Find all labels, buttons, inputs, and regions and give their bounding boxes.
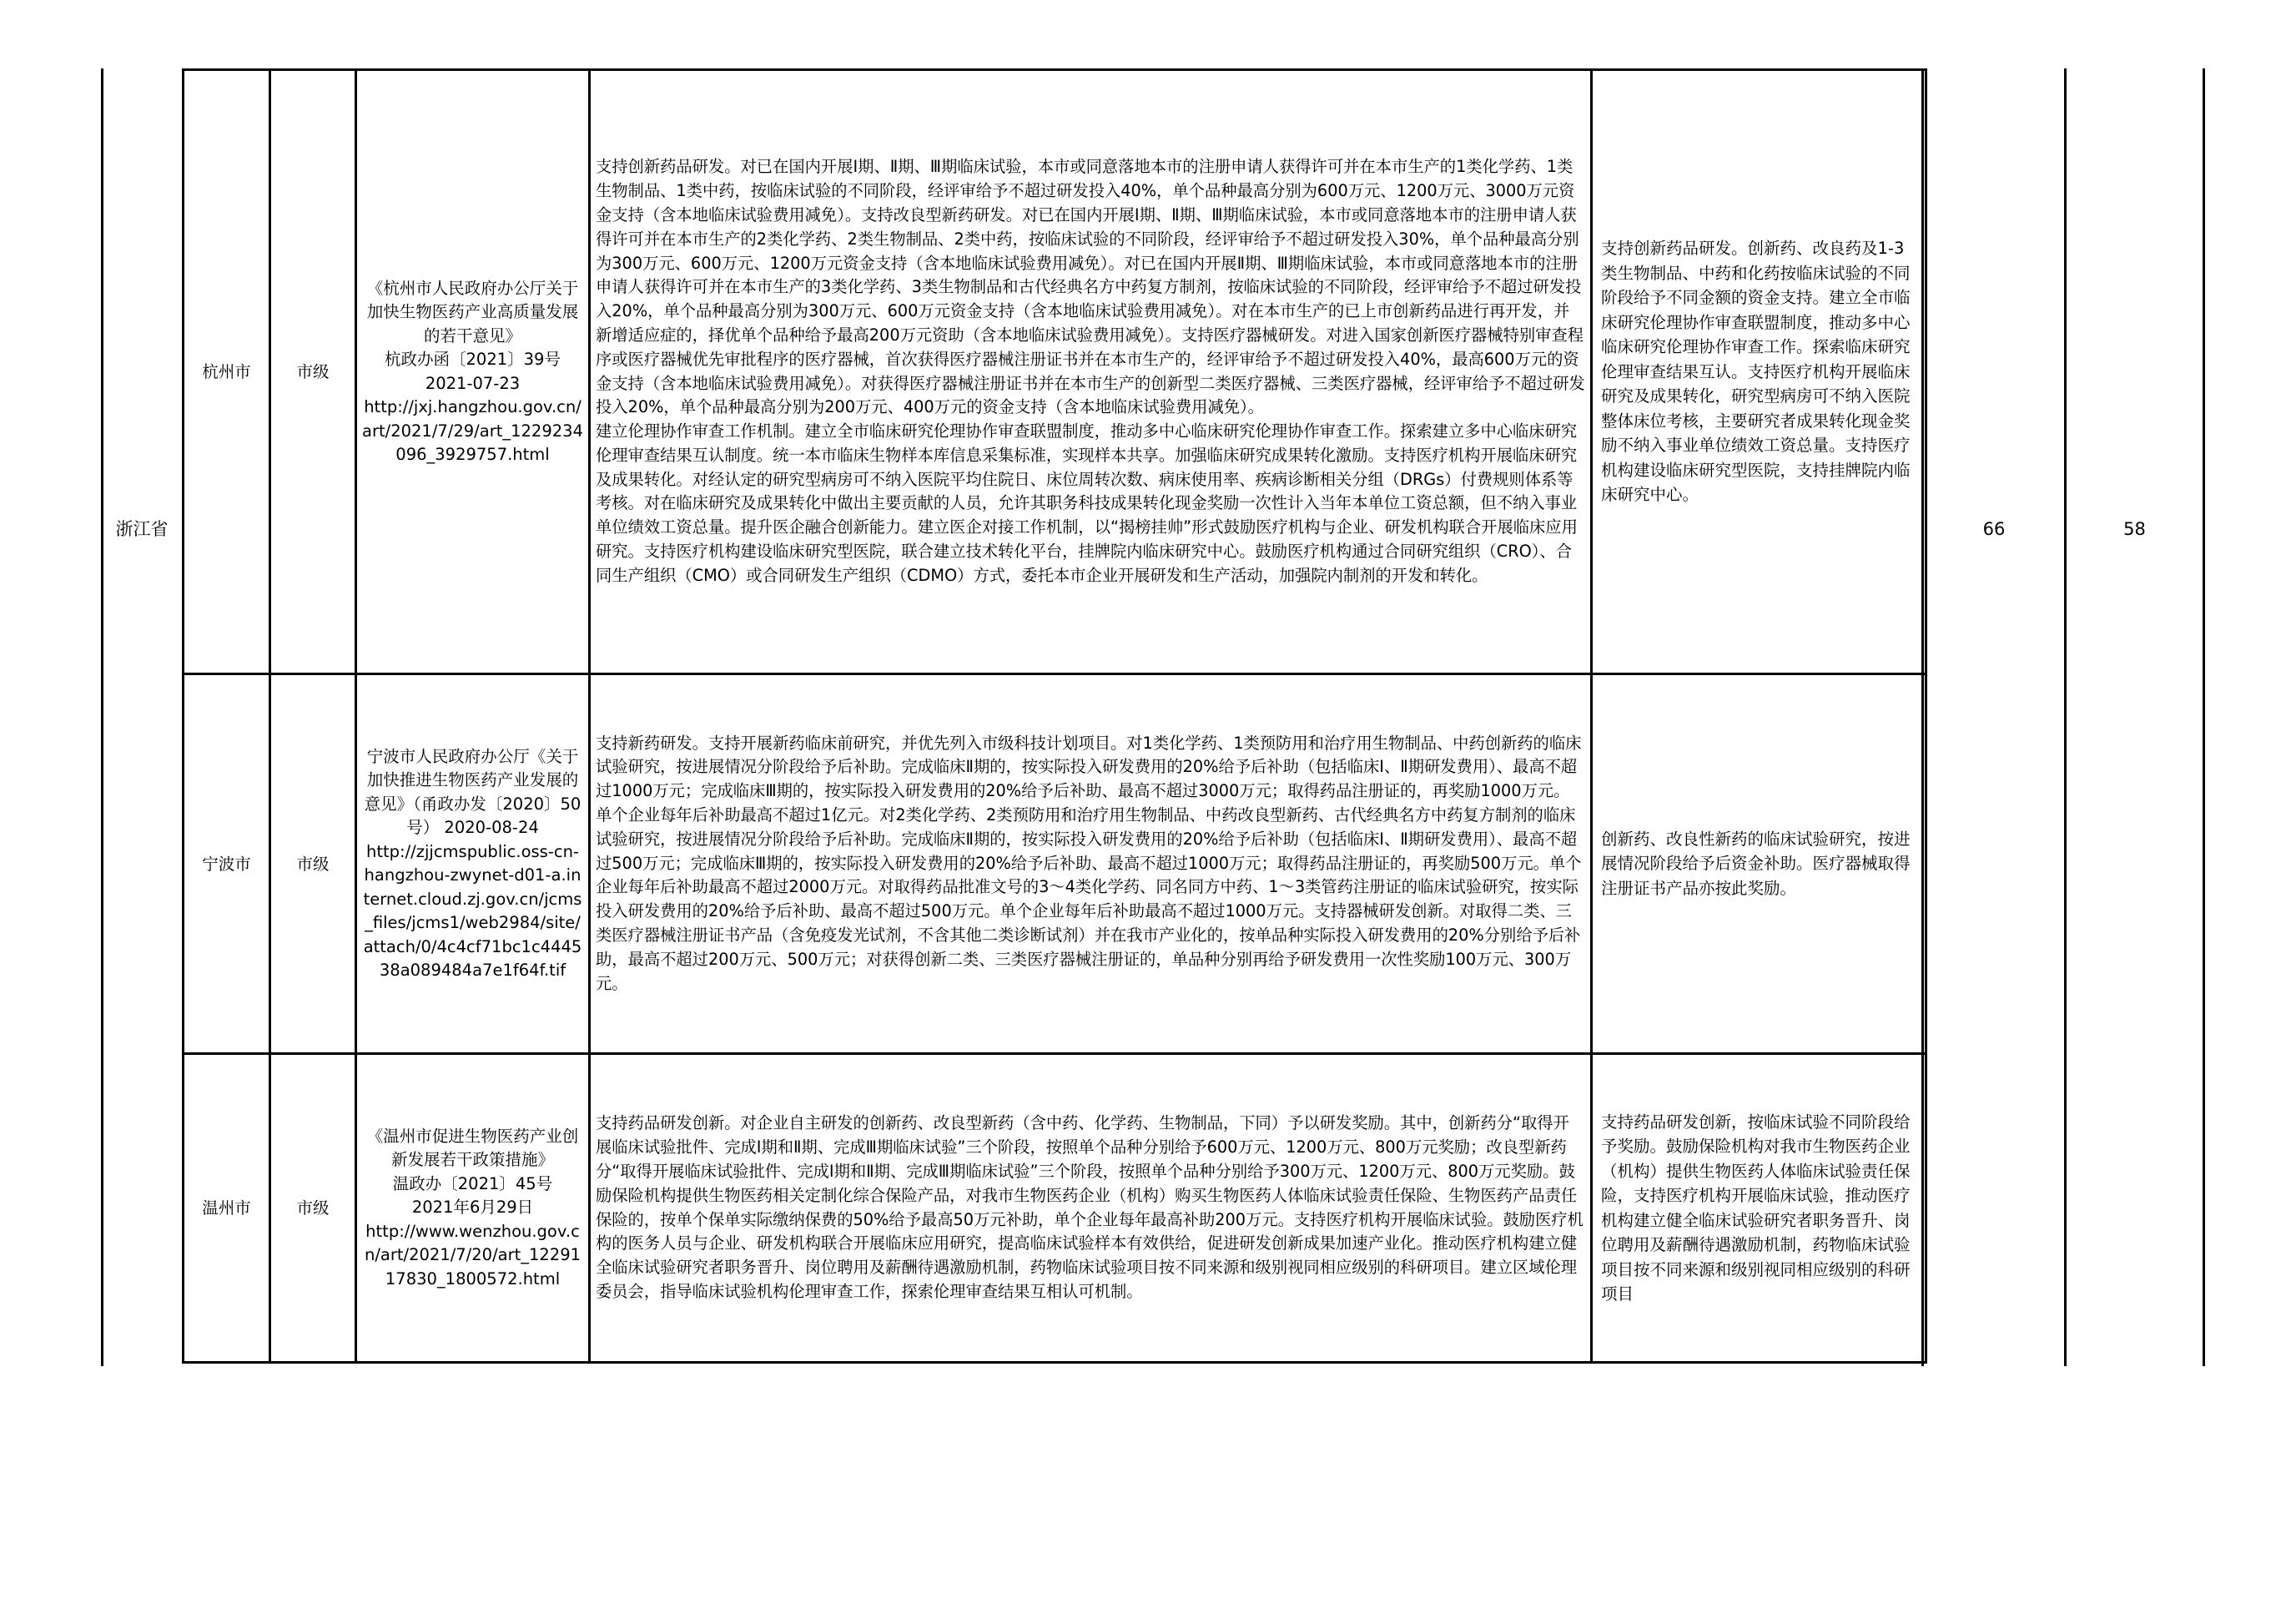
detail-paragraph: 建立伦理协作审查工作机制。建立全市临床研究伦理协作审查联盟制度，推动多中心临床研究伦理协作审查工作。探索建立多中心临床研究伦理审查结果互认制度。统一本市临床生物样本库信息采集标准，实现样本共享。加强临床研究成果转化激励。支持医疗机构开展临床研究及成果转化。对经认定的研究型病房可不纳入医院平均住院日、床位周转次数、病床使用率、疾病诊断相关分组（DRGs）付费规则体系等考核。对在临床研究及成果转化中做出主要贡献的人员，允许其职务科技成果转化现金奖励一次性计入当年本单位工资总额，但不纳入事业单位绩效工资总量。提升医企融合创新能力。建立医企对接工作机制，以“揭榜挂帅”形式鼓励医疗机构与企业、研发机构联合开展临床应用研究。支持医疗机构建设临床研究型医院，联合建立技术转化平台，挂牌院内临床研究中心。鼓励医疗机构通过合同研究组织（CRO）、合同生产组织（CMO）或合同研发生产组织（CDMO）方式，委托本市企业开展研发和生产活动，加强院内制剂的开发和转化。 <box>596 421 1578 585</box>
detail-paragraph: 支持新药研发。支持开展新药临床前研究，并优先列入市级科技计划项目。对1类化学药、1类预防用和治疗用生物制品、中药创新药的临床试验研究，按进展情况分阶段给予后补助。完成临床Ⅱ期的，按实际投入研发费用的20%给予后补助（包括临床Ⅰ、Ⅱ期研发费用）、最高不超过1000万元；完成临床Ⅲ期的，按实际投入研发费用的20%给予后补助、最高不超过3000万元；取得药品注册证的，再奖励1000万元。单个企业每年后补助最高不超过1亿元。对2类化学药、2类预防用和治疗用生物制品、中药改良型新药、古代经典名方中药复方制剂的临床试验研究，按进展情况分阶段给予后补助。完成临床Ⅱ期的，按实际投入研发费用的20%给予后补助（包括临床Ⅰ、Ⅱ期研发费用）、最高不超过500万元；完成临床Ⅲ期的，按实际投入研发费用的20%给予后补助、最高不超过1000万元；取得药品注册证的，再奖励500万元。单个企业每年后补助最高不超过2000万元。对取得药品批准文号的3～4类化学药、同名同方中药、1～3类管药注册证的临床试验研究，按实际投入研发费用的20%给予后补助、最高不超过500万元。单个企业每年后补助最高不超过1000万元。支持器械研发创新。对取得二类、三类医疗器械注册证书产品（含免疫发光试剂，不含其他二类诊断试剂）并在我市产业化的，按单品种实际投入研发费用的20%分别给予后补助，最高不超过200万元、500万元；对获得创新二类、三类医疗器械注册证的，单品种分别再给予研发费用一次性奖励100万元、300万元。 <box>596 733 1582 993</box>
city-cell: 杭州市 <box>184 70 270 674</box>
outer-left-rule <box>101 68 103 1366</box>
document-url: http://www.wenzhou.gov.cn/art/2021/7/20/art_1229117830_1800572.html <box>364 1221 582 1289</box>
policy-detail-cell <box>590 70 1592 674</box>
table-row <box>184 70 1926 674</box>
policy-table <box>182 68 1927 1364</box>
province-cell: 浙江省 <box>115 519 169 539</box>
count-a-cell: 66 <box>1982 519 2006 539</box>
level-cell: 市级 <box>270 674 356 1054</box>
policy-document-cell <box>356 674 590 1054</box>
detail-paragraph: 支持创新药品研发。对已在国内开展Ⅰ期、Ⅱ期、Ⅲ期临床试验，本市或同意落地本市的注册申请人获得许可并在本市生产的1类化学药、1类生物制品、1类中药，按临床试验的不同阶段，经评审给予不超过研发投入40%，单个品种最高分别为600万元、1200万元、3000万元资金支持（含本地临床试验费用减免）。支持改良型新药研发。对已在国内开展Ⅰ期、Ⅱ期、Ⅲ期临床试验，本市或同意落地本市的注册申请人获得许可并在本市生产的2类化学药、2类生物制品、2类中药，按临床试验的不同阶段，经评审给予不超过研发投入30%，单个品种最高分别为300万元、600万元、1200万元资金支持（含本地临床试验费用减免）。对已在国内开展Ⅱ期、Ⅲ期临床试验，本市或同意落地本市的注册申请人获得许可并在本市生产的3类化学药、3类生物制品和古代经典名方中药复方制剂，按临床试验的不同阶段，经评审给予不超过研发投入20%，单个品种最高分别为300万元、600万元资金支持（含本地临床试验费用减免）。对在本市生产的已上市创新药品进行再开发，并新增适应症的，择优单个品种给予最高200万元资助（含本地临床试验费用减免）。支持医疗器械研发。对进入国家创新医疗器械特别审查程序或医疗器械优先审批程序的医疗器械，首次获得医疗器械注册证书并在本市生产的，经评审给予不超过研发投入40%，最高600万元的资金支持（含本地临床试验费用减免）。对获得医疗器械注册证书并在本市生产的创新型二类医疗器械、三类医疗器械，经评审给予不超过研发投入20%，单个品种最高分别为200万元、400万元的资金支持（含本地临床试验费用减免）。 <box>596 157 1585 417</box>
policy-detail-cell <box>590 1054 1592 1363</box>
document-url: http://jxj.hangzhou.gov.cn/art/2021/7/29/art_1229234096_3929757.html <box>362 397 583 464</box>
table-row <box>184 1054 1926 1363</box>
policy-summary-cell: 支持药品研发创新，按临床试验不同阶段给予奖励。鼓励保险机构对我市生物医药企业（机构）提供生物医药人体临床试验责任保险，支持医疗机构开展临床试验，推动医疗机构建立健全临床试验研究者职务晋升、岗位聘用及薪酬待遇激励机制，药物临床试验项目按不同来源和级别视同相应级别的科研项目 <box>1592 1054 1926 1363</box>
document-title: 《温州市促进生物医药产业创新发展若干政策措施》 <box>366 1126 579 1170</box>
document-title: 宁波市人民政府办公厅《关于加快推进生物医药产业发展的意见》（甬政办发〔2020〕50号） 2020-08-24 <box>364 746 582 837</box>
col-b-left-rule <box>2064 68 2067 1366</box>
policy-summary-cell: 支持创新药品研发。创新药、改良药及1-3类生物制品、中药和化药按临床试验的不同阶段给予不同金额的资金支持。建立全市临床研究伦理协作审查联盟制度，推动多中心临床研究伦理协作审查工作。探索临床研究伦理审查结果互认。支持医疗机构开展临床研究及成果转化，研究型病房可不纳入医院整体床位考核，主要研究者成果转化现金奖励不纳入事业单位绩效工资总量。支持医疗机构建设临床研究型医院，支持挂牌院内临床研究中心。 <box>1592 70 1926 674</box>
document-url: http://zjjcmspublic.oss-cn-hangzhou-zwynet-d01-a.internet.cloud.zj.gov.cn/jcms_files/jcms1/web2984/site/attach/0/4c4cf71bc1c444538a089484a7e1f64f.tif <box>363 841 582 980</box>
city-cell: 温州市 <box>184 1054 270 1363</box>
document-number: 杭政办函〔2021〕39号 <box>385 350 561 369</box>
policy-summary-cell: 创新药、改良性新药的临床试验研究，按进展情况阶段给予后资金补助。医疗器械取得注册证书产品亦按此奖励。 <box>1592 674 1926 1054</box>
level-cell: 市级 <box>270 70 356 674</box>
policy-detail-cell <box>590 674 1592 1054</box>
document-date: 2021-07-23 <box>425 373 521 393</box>
table-row <box>184 674 1926 1054</box>
level-cell: 市级 <box>270 1054 356 1363</box>
detail-paragraph: 支持药品研发创新。对企业自主研发的创新药、改良型新药（含中药、化学药、生物制品，下同）予以研发奖励。其中，创新药分“取得开展临床试验批件、完成Ⅰ期和Ⅱ期、完成Ⅲ期临床试验”三个阶段，按照单个品种分别给予600万元、1200万元、800万元奖励；改良型新药分“取得开展临床试验批件、完成Ⅰ期和Ⅱ期、完成Ⅲ期临床试验”三个阶段，按照单个品种分别给予300万元、1200万元、800万元奖励。鼓励保险机构提供生物医药相关定制化综合保险产品，对我市生物医药企业（机构）购买生物医药人体临床试验责任保险、生物医药产品责任保险的，按单个保单实际缴纳保费的50%给予最高50万元补助，单个企业每年最高补助200万元。支持医疗机构开展临床试验。鼓励医疗机构的医务人员与企业、研发机构联合开展临床应用研究，提高临床试验样本有效供给，促进研发创新成果加速产业化。推动医疗机构建立健全临床试验研究者职务晋升、岗位聘用及薪酬待遇激励机制，药物临床试验项目按不同来源和级别视同相应级别的科研项目。建立区域伦理委员会，指导临床试验机构伦理审查工作，探索伦理审查结果互相认可机制。 <box>596 1113 1584 1301</box>
document-number: 温政办〔2021〕45号 <box>392 1173 553 1193</box>
count-b-cell: 58 <box>2123 519 2146 539</box>
document-date: 2021年6月29日 <box>411 1198 534 1218</box>
city-cell: 宁波市 <box>184 674 270 1054</box>
outer-right-rule <box>2203 68 2205 1366</box>
policy-document-cell <box>356 1054 590 1363</box>
policy-document-cell <box>356 70 590 674</box>
document-title: 《杭州市人民政府办公厅关于加快生物医药产业高质量发展的若干意见》 <box>366 278 579 345</box>
